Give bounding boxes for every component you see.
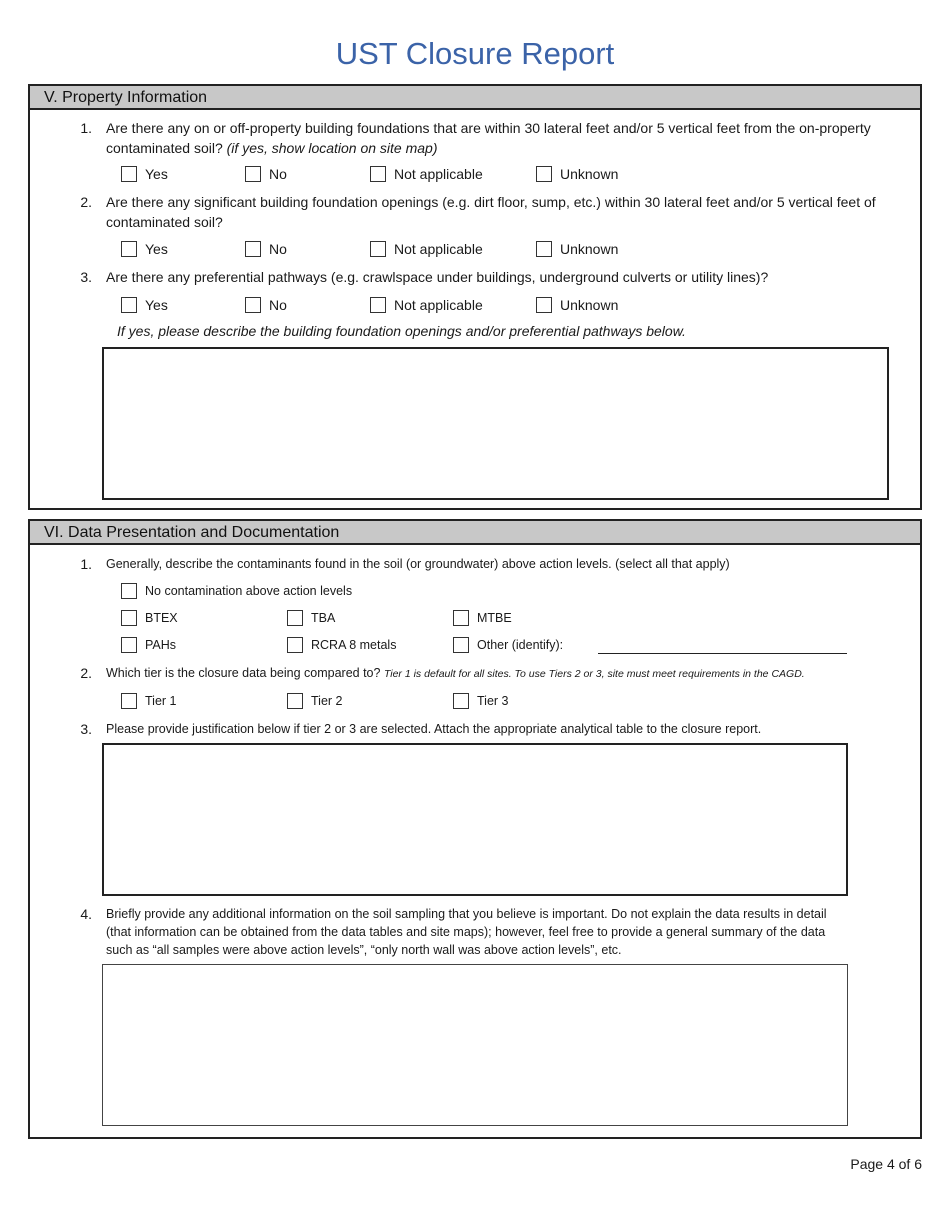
- question-number: 2.: [80, 665, 92, 681]
- describe-instructions: If yes, please describe the building foundation openings and/or preferential pathways below.: [117, 323, 686, 339]
- question-number: 2.: [80, 194, 92, 210]
- checkbox-box[interactable]: [121, 241, 137, 257]
- checkbox-box[interactable]: [245, 166, 261, 182]
- page-title: UST Closure Report: [335, 36, 615, 71]
- checkbox-box[interactable]: [536, 241, 552, 257]
- checkbox-box[interactable]: [536, 297, 552, 313]
- checkbox-box[interactable]: [370, 241, 386, 257]
- question-text: Generally, describe the contaminants found in the soil (or groundwater) above action levels. (select all that apply): [106, 557, 730, 571]
- checkbox-box[interactable]: [453, 637, 469, 653]
- question-text: Which tier is the closure data being compared to? Tier 1 is default for all sites. To use Tiers 2 or 3, site must meet requirements in the CAGD.: [106, 666, 805, 680]
- checkbox-box[interactable]: [121, 297, 137, 313]
- question-text: Briefly provide any additional information on the soil sampling that you believe is important. Do not explain the data results in detail (that information can be obtained from the data tables and site maps); however, feel free to provide a general summary of the data such as “all samples were above action levels”, “only north wall was above action levels”, etc.: [106, 907, 827, 957]
- additional-info-textarea[interactable]: [102, 964, 848, 1126]
- checkbox-box[interactable]: [287, 637, 303, 653]
- checkbox-box[interactable]: [370, 166, 386, 182]
- page-number: Page 4 of 6: [850, 1156, 922, 1172]
- checkbox-box[interactable]: [536, 166, 552, 182]
- checkbox-box[interactable]: [121, 166, 137, 182]
- checkbox-box[interactable]: [121, 693, 137, 709]
- section-heading: V. Property Information: [30, 86, 920, 110]
- question-number: 1.: [80, 556, 92, 572]
- question-number: 3.: [80, 721, 92, 737]
- checkbox-box[interactable]: [453, 610, 469, 626]
- checkbox-box[interactable]: [245, 241, 261, 257]
- pathways-description-textarea[interactable]: [102, 347, 889, 500]
- question-text: Please provide justification below if tier 2 or 3 are selected. Attach the appropriate analytical table to the closure report.: [106, 722, 762, 736]
- question-number: 3.: [80, 269, 92, 285]
- checkbox-box[interactable]: [121, 610, 137, 626]
- question-number: 1.: [80, 120, 92, 136]
- tier-justification-textarea[interactable]: [102, 743, 848, 896]
- question-note: (if yes, show location on site map): [226, 140, 438, 156]
- checkbox-box[interactable]: [287, 693, 303, 709]
- checkbox-box[interactable]: [370, 297, 386, 313]
- section-heading: VI. Data Presentation and Documentation: [30, 521, 920, 545]
- question-text: Are there any significant building foundation openings (e.g. dirt floor, sump, etc.) within 30 lateral feet and/or 5 vertical feet of contaminated soil?: [106, 194, 876, 230]
- question-text: Are there any preferential pathways (e.g. crawlspace under buildings, underground culverts or utility lines)?: [106, 269, 769, 285]
- checkbox-box[interactable]: [453, 693, 469, 709]
- checkbox-box[interactable]: [121, 637, 137, 653]
- checkbox-box[interactable]: [245, 297, 261, 313]
- checkbox-box[interactable]: [121, 583, 137, 599]
- tier-note: Tier 1 is default for all sites. To use Tiers 2 or 3, site must meet requirements in the CAGD.: [383, 668, 805, 680]
- other-identify-input[interactable]: [598, 653, 847, 654]
- question-number: 4.: [80, 906, 92, 922]
- checkbox-box[interactable]: [287, 610, 303, 626]
- question-text: Are there any on or off-property building foundations that are within 30 lateral feet and/or 5 vertical feet from the on-property contaminated soil? (if yes, show location on site map): [106, 120, 871, 156]
